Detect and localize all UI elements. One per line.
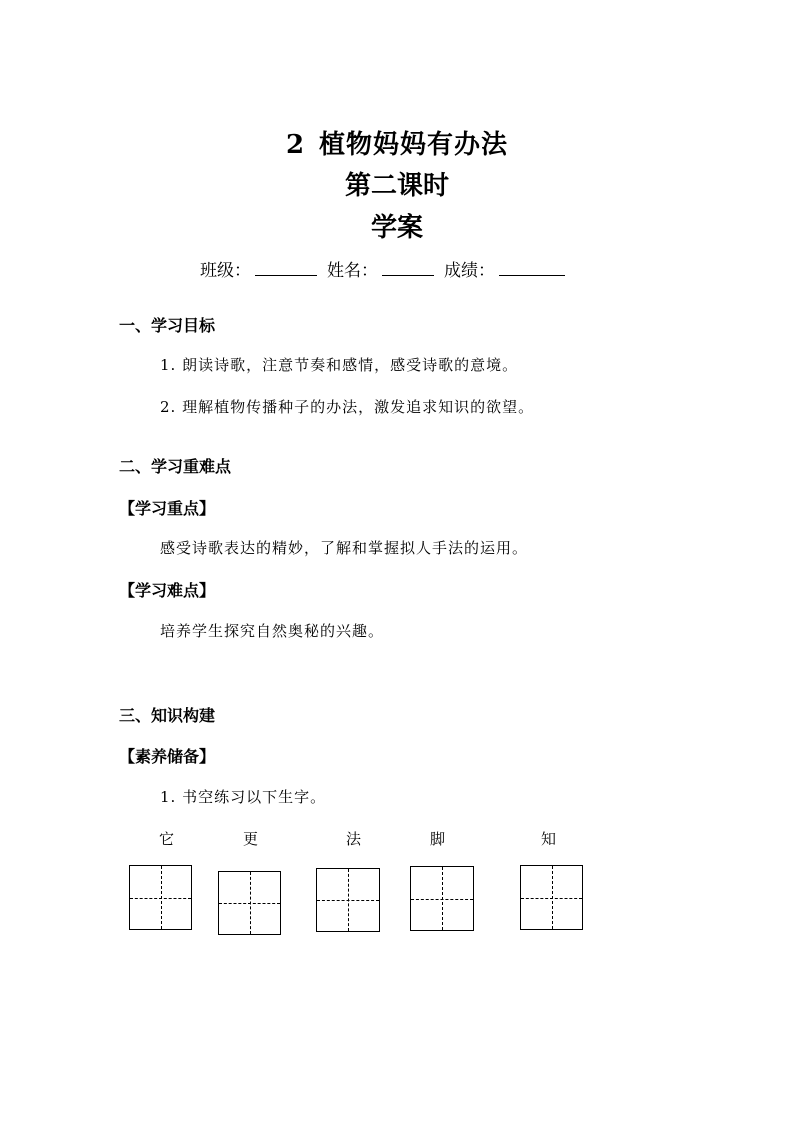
character-label: 脚 <box>430 830 446 848</box>
difficult-point-text: 培养学生探究自然奥秘的兴趣。 <box>160 622 385 640</box>
character-label: 它 <box>159 830 175 848</box>
page-title <box>0 124 794 161</box>
name-blank[interactable] <box>382 257 434 276</box>
score-blank[interactable] <box>499 257 565 276</box>
lesson-number: 2 <box>285 130 306 160</box>
difficult-point-label: 【学习难点】 <box>119 581 216 600</box>
goal-item-2: 2. 理解植物传播种子的办法，激发追求知识的欲望。 <box>160 398 535 416</box>
lesson-period: 第二课时 <box>344 171 449 201</box>
score-label: 成绩： <box>444 261 495 281</box>
class-label: 班级： <box>200 261 251 281</box>
character-label: 法 <box>346 830 362 848</box>
writing-grid[interactable] <box>410 866 474 931</box>
goal-item-1: 1. 朗读诗歌，注意节奏和感情，感受诗歌的意境。 <box>160 356 519 374</box>
name-label: 姓名： <box>327 261 378 281</box>
student-info-row <box>200 256 575 281</box>
writing-grid[interactable] <box>129 865 192 930</box>
writing-grid[interactable] <box>316 868 380 932</box>
section-heading-key-points: 二、学习重难点 <box>119 457 232 476</box>
writing-grid[interactable] <box>218 871 281 935</box>
lesson-title: 植物妈妈有办法 <box>319 130 509 160</box>
document-type: 学案 <box>370 213 423 243</box>
key-point-label: 【学习重点】 <box>119 499 216 518</box>
section-heading-knowledge: 三、知识构建 <box>119 706 216 725</box>
section-heading-goals: 一、学习目标 <box>119 316 216 335</box>
writing-grid[interactable] <box>520 865 583 930</box>
class-blank[interactable] <box>255 257 317 276</box>
character-label: 知 <box>541 830 557 848</box>
key-point-text: 感受诗歌表达的精妙，了解和掌握拟人手法的运用。 <box>160 539 529 557</box>
character-label: 更 <box>243 830 259 848</box>
literacy-prep-label: 【素养储备】 <box>119 747 216 766</box>
writing-practice-instruction: 1. 书空练习以下生字。 <box>160 788 327 806</box>
